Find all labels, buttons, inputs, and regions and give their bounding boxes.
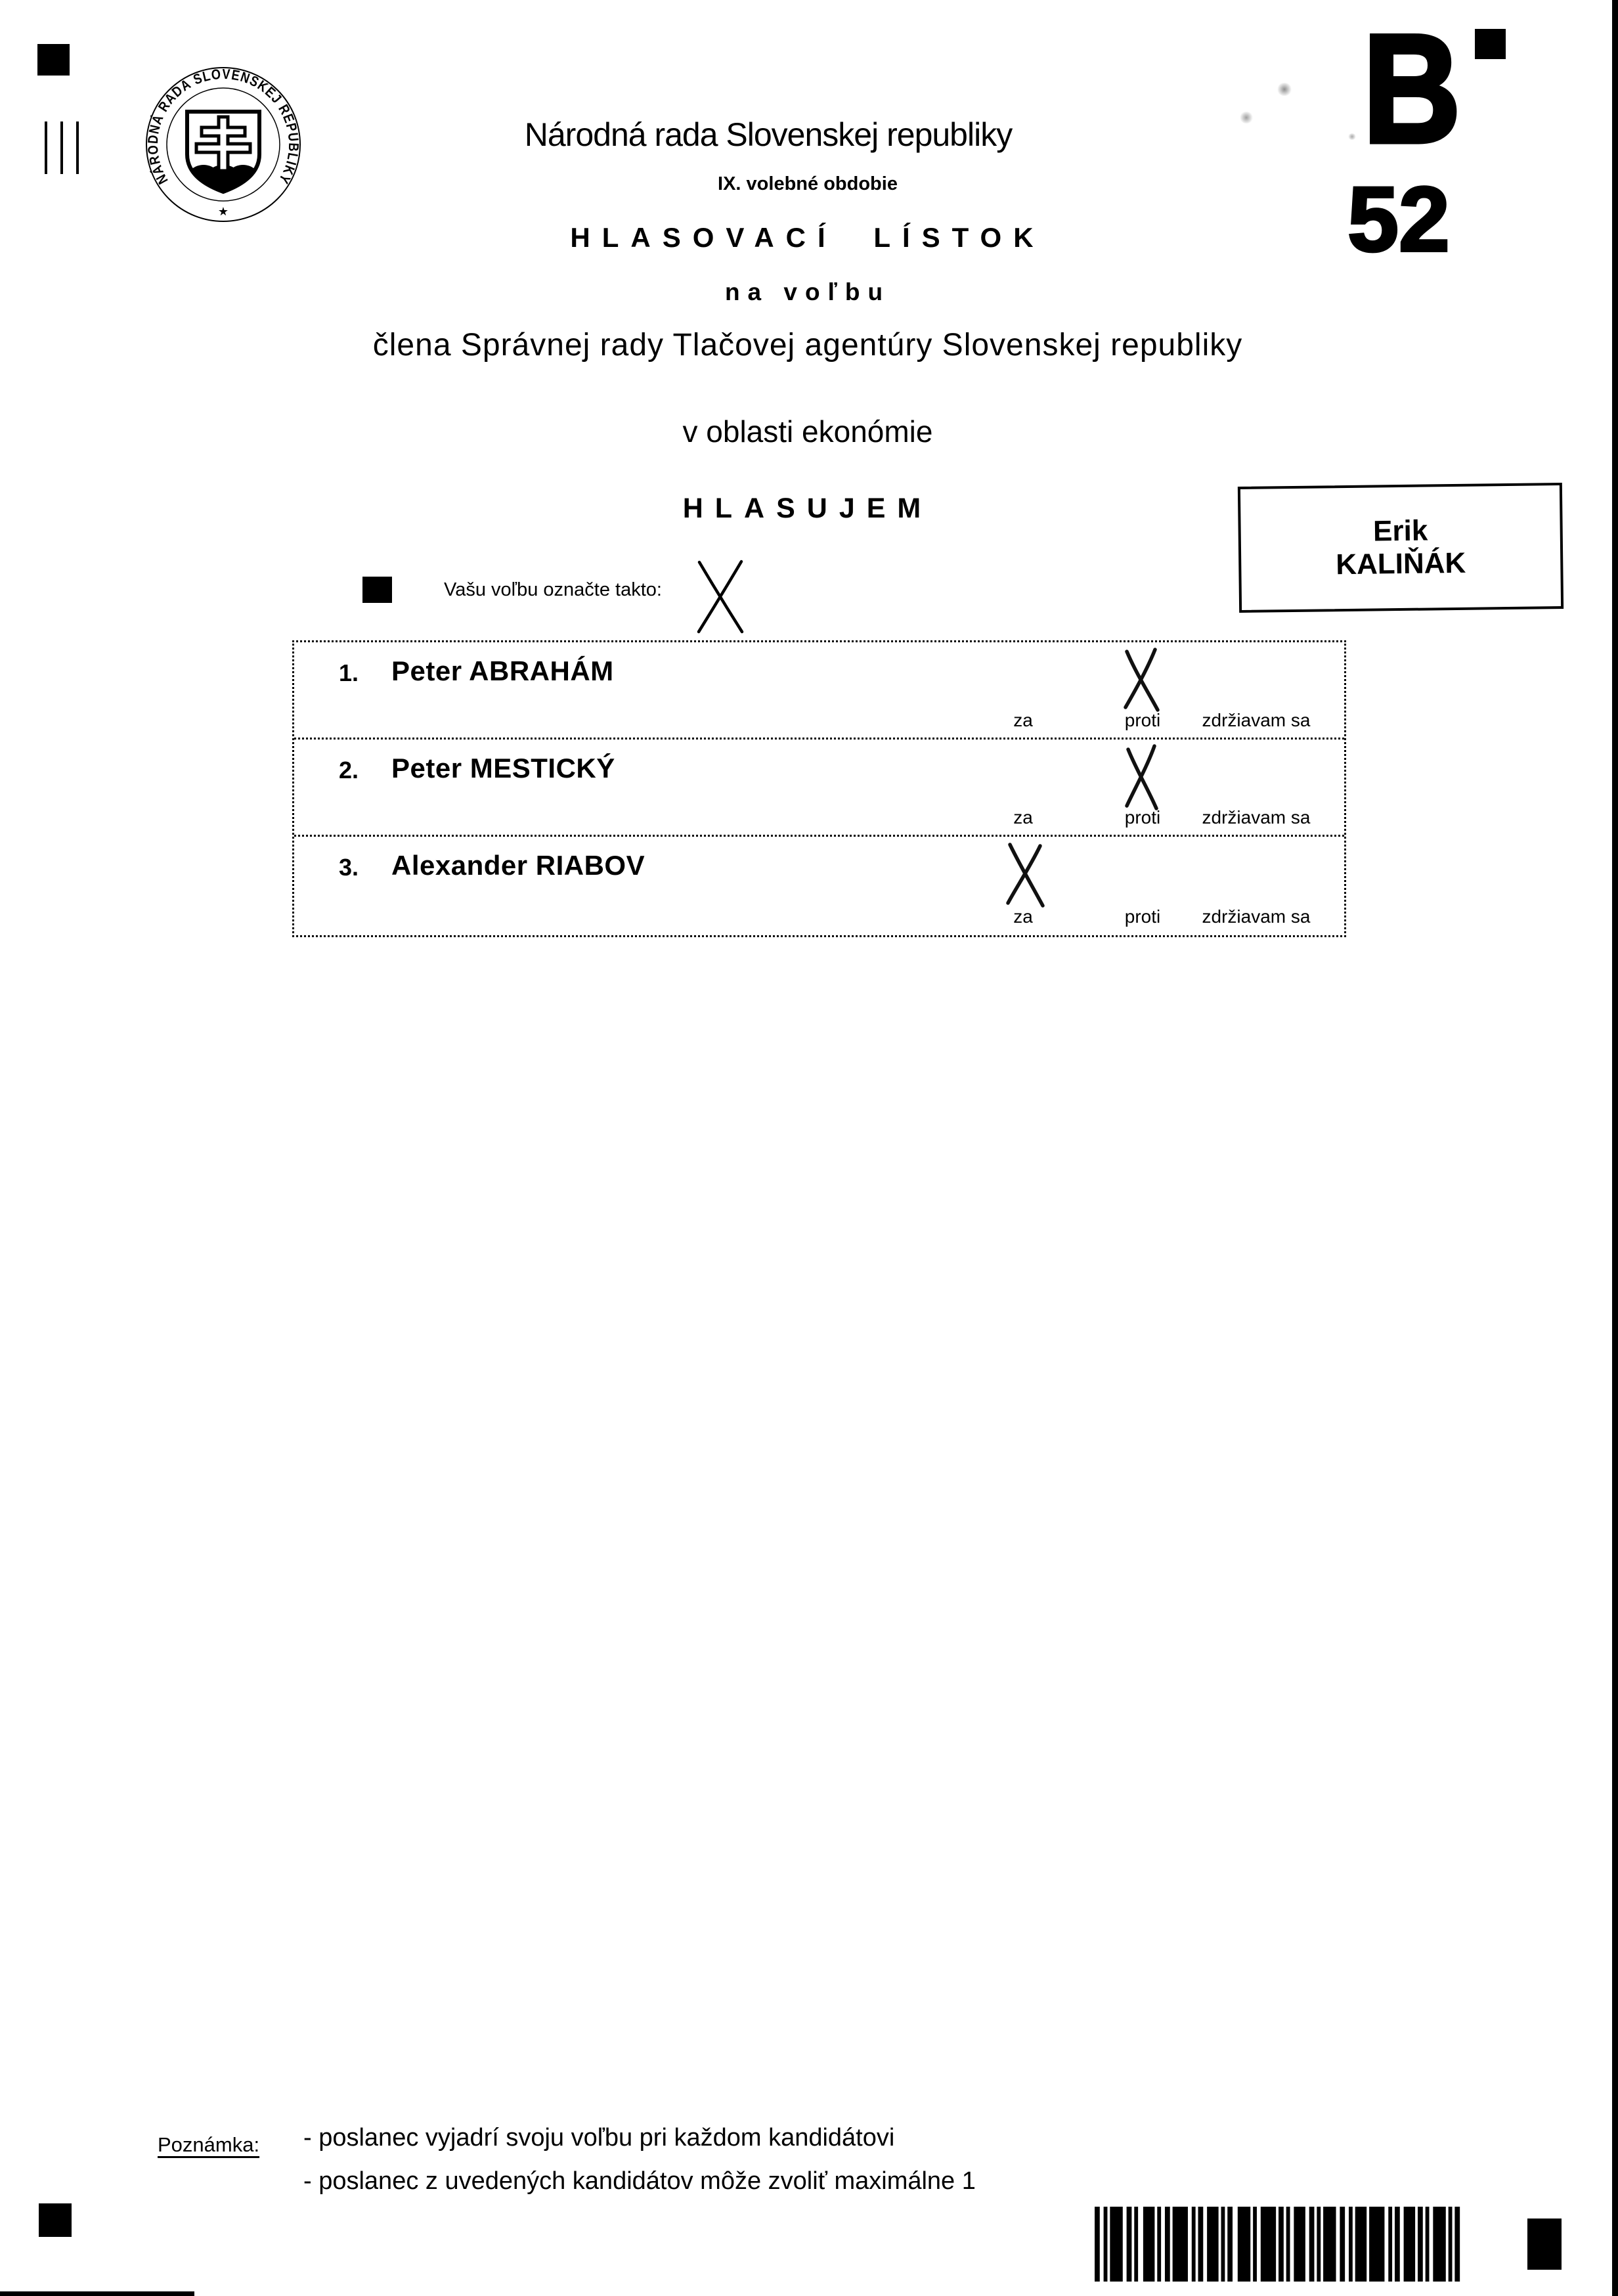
election-position: člena Správnej rady Tlačovej agentúry Slovenskej republiky bbox=[372, 328, 1243, 363]
candidate-name: Alexander RIABOV bbox=[391, 850, 645, 881]
candidate-row bbox=[294, 642, 1344, 740]
option-zdrziavam-sa: zdržiavam sa bbox=[1202, 807, 1311, 828]
scan-speckle bbox=[1277, 83, 1292, 96]
option-proti: proti bbox=[1124, 906, 1161, 927]
ballot-title: HLASOVACÍ LÍSTOK bbox=[570, 222, 1045, 253]
instruction-label: Vašu voľbu označte takto: bbox=[444, 579, 662, 600]
candidate-number: 1. bbox=[339, 659, 359, 686]
option-za: za bbox=[1013, 710, 1033, 730]
vote-x-mark bbox=[1002, 841, 1049, 909]
voter-last-name: KALIŇÁK bbox=[1336, 546, 1466, 581]
option-zdrziavam-sa: zdržiavam sa bbox=[1202, 906, 1311, 927]
candidate-number: 2. bbox=[339, 757, 359, 784]
electoral-term: IX. volebné obdobie bbox=[718, 173, 898, 194]
option-za: za bbox=[1013, 906, 1033, 927]
candidate-row bbox=[294, 740, 1344, 837]
ballot-number: 52 bbox=[1347, 167, 1450, 271]
registration-square-bottom-right bbox=[1527, 2219, 1562, 2270]
option-zdrziavam-sa: zdržiavam sa bbox=[1202, 710, 1311, 730]
voter-name-box bbox=[1238, 483, 1563, 613]
candidates-box bbox=[292, 640, 1346, 937]
option-proti: proti bbox=[1124, 710, 1161, 730]
ballot-series-letter: B bbox=[1363, 2, 1461, 175]
seal-star-icon: ★ bbox=[217, 205, 229, 218]
candidate-name: Peter ABRAHÁM bbox=[391, 655, 614, 686]
option-za: za bbox=[1013, 807, 1033, 828]
option-proti: proti bbox=[1124, 807, 1161, 828]
barcode bbox=[1095, 2207, 1464, 2282]
seal-text: NÁRODNÁ RADA SLOVENSKEJ REPUBLIKY bbox=[144, 66, 302, 188]
vote-x-mark bbox=[1118, 743, 1166, 812]
vote-x-mark bbox=[1118, 646, 1166, 715]
notes-label: Poznámka: bbox=[158, 2133, 260, 2156]
candidate-row bbox=[294, 837, 1344, 934]
ballot-subtitle: na voľbu bbox=[724, 278, 891, 305]
candidate-name: Peter MESTICKÝ bbox=[391, 753, 615, 784]
instruction-bullet-square bbox=[362, 577, 392, 603]
scan-edge-bottom bbox=[0, 2291, 194, 2296]
note-item: - poslanec vyjadrí svoju voľbu pri každom kandidátovi bbox=[303, 2124, 895, 2152]
sample-x-mark-icon bbox=[695, 558, 746, 636]
vote-heading: HLASUJEM bbox=[682, 493, 933, 524]
registration-square-top-left bbox=[37, 44, 70, 76]
institution-name: Národná rada Slovenskej republiky bbox=[524, 116, 1013, 153]
registration-square-bottom-left bbox=[39, 2203, 72, 2237]
election-field: v oblasti ekonómie bbox=[682, 414, 933, 449]
voter-first-name: Erik bbox=[1372, 514, 1428, 548]
note-item: - poslanec z uvedených kandidátov môže zvoliť maximálne 1 bbox=[303, 2167, 976, 2195]
candidate-number: 3. bbox=[339, 854, 359, 881]
